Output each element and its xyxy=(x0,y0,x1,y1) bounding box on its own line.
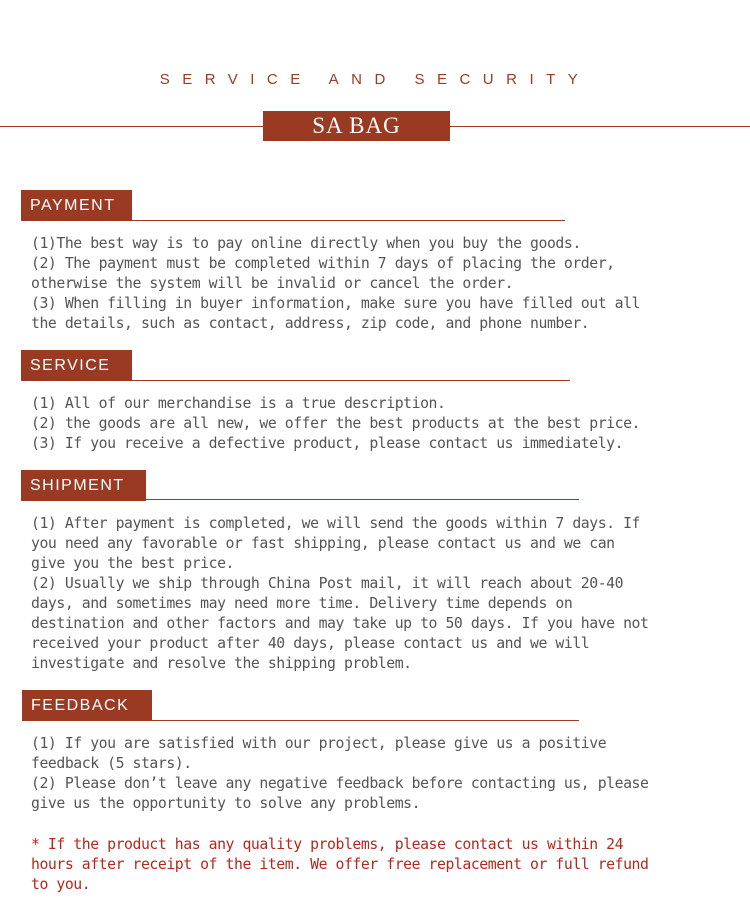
feedback-section-body: (1) If you are satisfied with our project, please give us a positive feedback (5 stars). (2) Please don’t leave any negative feedback before contacting us, please give us the opportunity to solve any problems. xyxy=(31,735,649,812)
shipment-section-underline xyxy=(21,499,579,500)
payment-section-underline xyxy=(21,220,565,221)
service-subtitle: SERVICE AND SECURITY xyxy=(159,71,591,88)
service-section-header: SERVICE xyxy=(21,350,132,381)
payment-section-header: PAYMENT xyxy=(21,190,132,221)
service-section-underline xyxy=(21,380,570,381)
payment-section-body: (1)The best way is to pay online directly when you buy the goods. (2) The payment must be completed within 7 days of placing the order, otherwise the system will be invalid or cancel the order. (3) When filling in buyer information, make sure you have filled out all the details, such as contact, address, zip code, and phone number. xyxy=(31,235,641,332)
shipment-section-body: (1) After payment is completed, we will send the goods within 7 days. If you need any favorable or fast shipping, please contact us and we can give you the best price. (2) Usually we ship through China Post mail, it will reach about 20-40 days, and sometimes may need more time. Delivery time depends on destination and other factors and may take up to 50 days. If you have not received your product after 40 days, please contact us and we will investigate and resolve the shipping problem. xyxy=(31,515,649,672)
brand-title: SA BAG xyxy=(263,111,450,141)
quality-guarantee-note: * If the product has any quality problems, please contact us within 24 hours after receipt of the item. We offer free replacement or full refund to you. xyxy=(31,836,649,893)
feedback-section-underline xyxy=(22,720,579,721)
service-section-body: (1) All of our merchandise is a true description. (2) the goods are all new, we offer the best products at the best price. (3) If you receive a defective product, please contact us immediately. xyxy=(31,395,641,452)
feedback-section-header: FEEDBACK xyxy=(22,690,152,721)
shipment-section-header: SHIPMENT xyxy=(21,470,146,501)
